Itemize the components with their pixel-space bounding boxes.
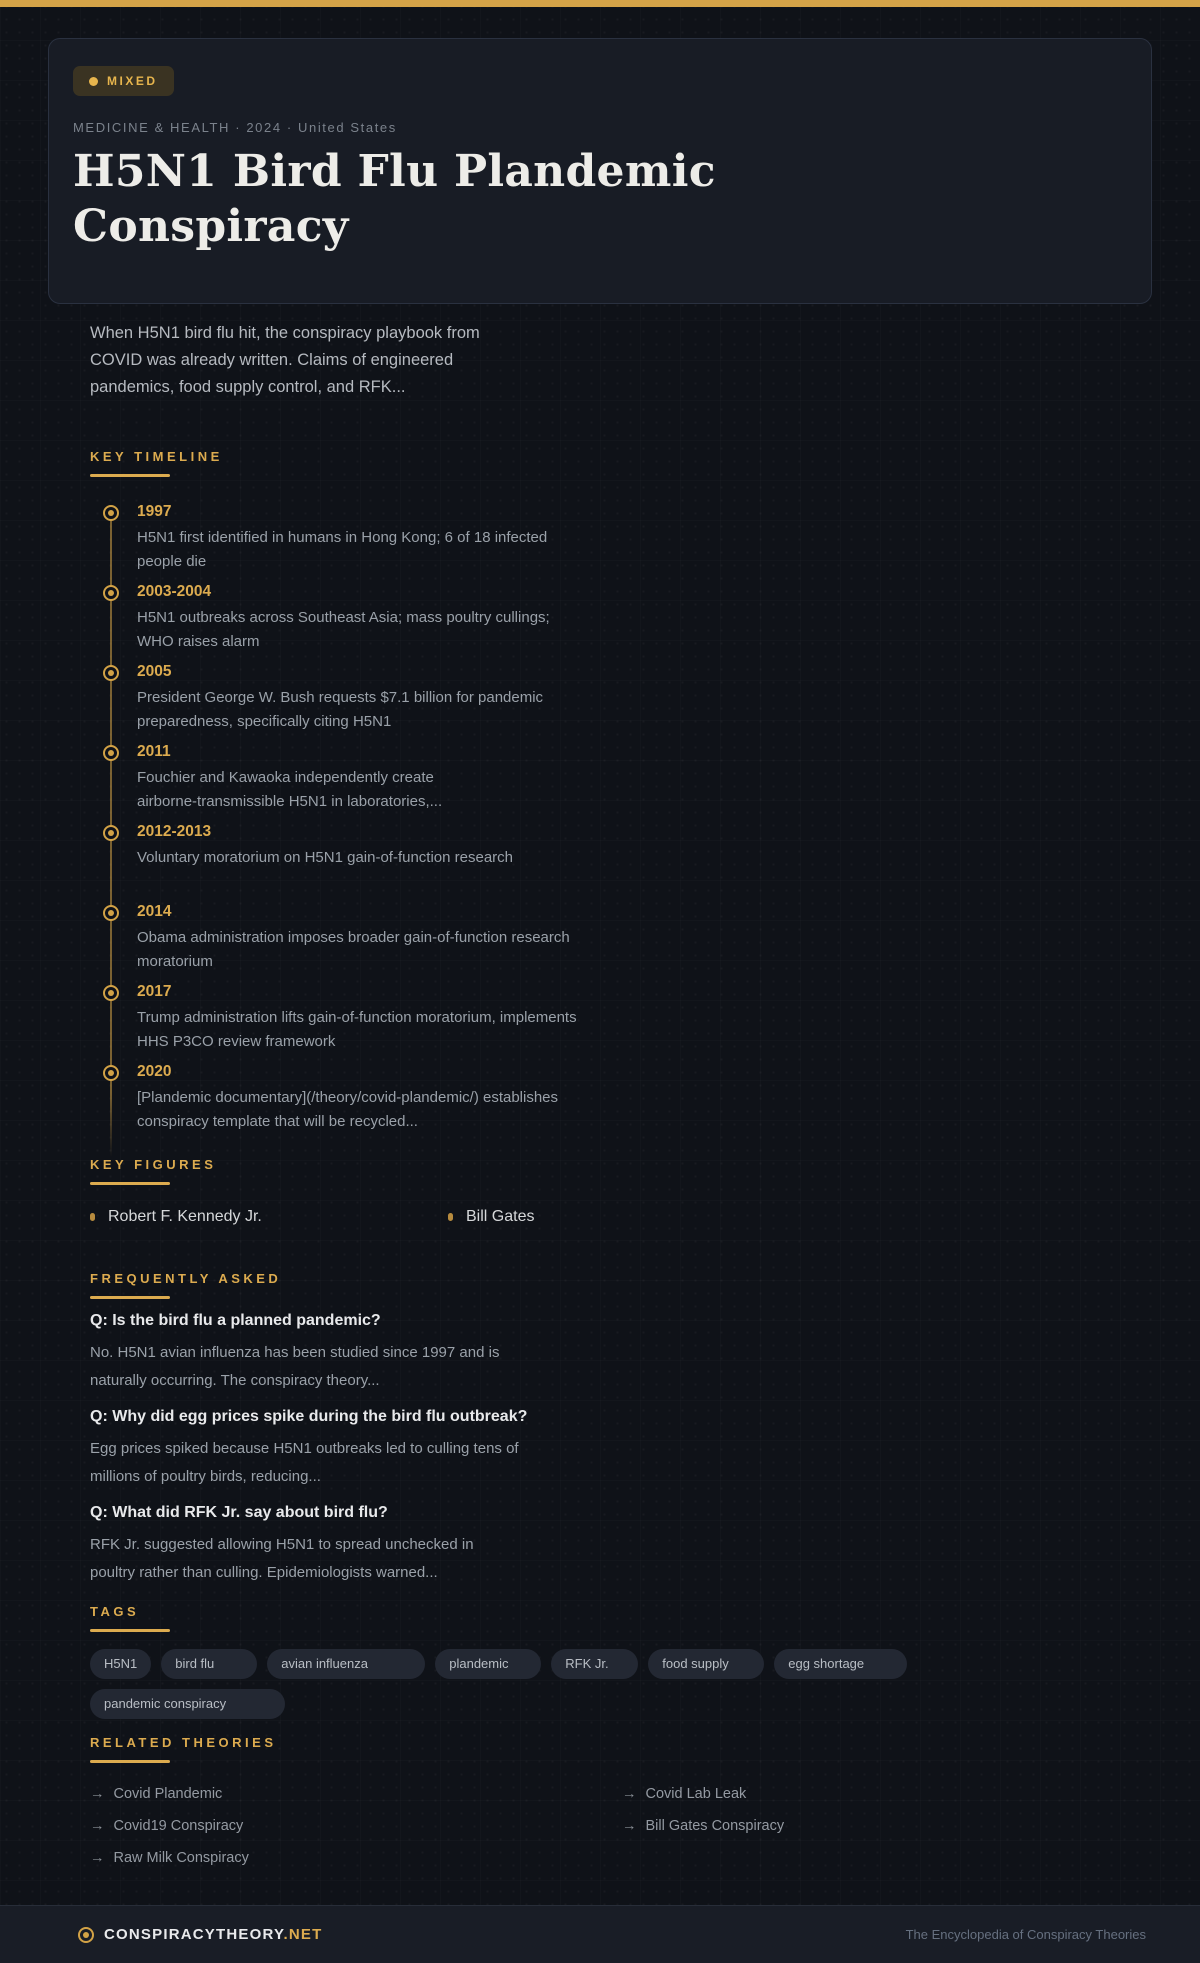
timeline-year: 2012-2013: [137, 822, 212, 840]
section-tags: [90, 1604, 1152, 1719]
status-badge-label: MIXED: [107, 74, 158, 88]
figure-item: [448, 1207, 806, 1227]
faq-item: [90, 1503, 1152, 1587]
heading-underline: [90, 1182, 170, 1185]
header-card: [48, 38, 1152, 304]
timeline-item: [110, 663, 1152, 743]
eye-icon: [78, 1927, 94, 1943]
section-related-theories: [90, 1735, 1152, 1868]
bullet-icon: [448, 1213, 453, 1221]
figures-list: [90, 1207, 1152, 1227]
arrow-icon: →: [90, 1817, 105, 1834]
figure-item: [90, 1207, 448, 1227]
status-dot-icon: [89, 77, 98, 86]
tag-pill[interactable]: bird flu: [161, 1649, 257, 1679]
related-theory-link[interactable]: [90, 1784, 622, 1804]
timeline-year: 2011: [137, 742, 171, 760]
tag-pill[interactable]: H5N1: [90, 1649, 151, 1679]
timeline-year: 2003-2004: [137, 582, 212, 600]
faq-answer: RFK Jr. suggested allowing H5N1 to spread unchecked in poultry rather than culling. Epidemiologists warned...: [90, 1535, 474, 1581]
faq-question: Q: Is the bird flu a planned pandemic?: [90, 1311, 381, 1329]
timeline-item: [110, 1063, 1152, 1143]
timeline-text: H5N1 first identified in humans in Hong Kong; 6 of 18 infected people die: [137, 528, 548, 570]
tags-list: [90, 1649, 950, 1719]
heading-underline: [90, 1760, 170, 1763]
related-theory-link[interactable]: [622, 1816, 1152, 1836]
timeline-item: [110, 503, 1152, 583]
arrow-icon: →: [90, 1849, 105, 1866]
timeline-text: Obama administration imposes broader gain-of-function research moratorium: [137, 928, 570, 970]
figure-name: Robert F. Kennedy Jr.: [108, 1207, 262, 1225]
related-theory-label: Covid Plandemic: [113, 1785, 223, 1802]
tag-pill[interactable]: RFK Jr.: [551, 1649, 638, 1679]
heading-underline: [90, 1629, 170, 1632]
figures-heading: KEY FIGURES: [90, 1156, 217, 1172]
section-key-figures: [90, 1157, 1152, 1227]
heading-underline: [90, 1296, 170, 1299]
tag-pill[interactable]: plandemic: [435, 1649, 541, 1679]
tag-pill[interactable]: food supply: [648, 1649, 764, 1679]
figure-name: Bill Gates: [466, 1207, 535, 1225]
footer-tagline: The Encyclopedia of Conspiracy Theories: [905, 1927, 1146, 1942]
tag-pill[interactable]: egg shortage: [774, 1649, 907, 1679]
tag-pill[interactable]: avian influenza: [267, 1649, 425, 1679]
faq-list: [90, 1311, 1152, 1587]
timeline-year: 2014: [137, 902, 172, 920]
timeline-marker-icon: [103, 905, 119, 921]
faq-answer: No. H5N1 avian influenza has been studied since 1997 and is naturally occurring. The conspiracy theory...: [90, 1343, 500, 1389]
status-badge: [73, 66, 174, 96]
related-theory-label: Covid19 Conspiracy: [113, 1817, 244, 1834]
faq-question: Q: What did RFK Jr. say about bird flu?: [90, 1503, 388, 1521]
timeline-text: President George W. Bush requests $7.1 billion for pandemic preparedness, specifically citing H5N1: [137, 688, 544, 730]
timeline-year: 1997: [137, 502, 172, 520]
arrow-icon: →: [622, 1817, 637, 1834]
timeline-item: [110, 823, 1152, 903]
timeline-marker-icon: [103, 665, 119, 681]
brand-name: CONSPIRACYTHEORY: [104, 1925, 284, 1943]
faq-heading: FREQUENTLY ASKED: [90, 1270, 282, 1286]
timeline-item: [110, 583, 1152, 663]
tag-pill[interactable]: pandemic conspiracy: [90, 1689, 285, 1719]
tags-heading: TAGS: [90, 1603, 140, 1619]
timeline-item: [110, 743, 1152, 823]
timeline-marker-icon: [103, 585, 119, 601]
footer: [0, 1905, 1200, 1963]
timeline-marker-icon: [103, 1065, 119, 1081]
timeline-year: 2017: [137, 982, 172, 1000]
timeline-text: [Plandemic documentary](/theory/covid-plandemic/) establishes conspiracy template that will be recycled...: [137, 1088, 559, 1130]
timeline-heading: KEY TIMELINE: [90, 448, 223, 464]
timeline-list: [110, 503, 1152, 1143]
timeline-marker-icon: [103, 825, 119, 841]
brand-logo-link[interactable]: [78, 1926, 322, 1944]
arrow-icon: →: [90, 1785, 105, 1802]
timeline-year: 2020: [137, 1062, 172, 1080]
related-heading: RELATED THEORIES: [90, 1734, 277, 1750]
timeline-item: [110, 983, 1152, 1063]
related-theory-link[interactable]: [90, 1816, 622, 1836]
brand-tld: .NET: [283, 1925, 323, 1943]
arrow-icon: →: [622, 1785, 637, 1802]
timeline-text: H5N1 outbreaks across Southeast Asia; mass poultry cullings; WHO raises alarm: [137, 608, 550, 650]
related-theory-link[interactable]: [622, 1784, 1152, 1804]
faq-item: [90, 1407, 1152, 1491]
top-accent-bar: [0, 0, 1200, 7]
timeline-marker-icon: [103, 505, 119, 521]
main-content: [48, 304, 1152, 1868]
related-list: [90, 1784, 1152, 1868]
bullet-icon: [90, 1213, 95, 1221]
related-theory-label: Bill Gates Conspiracy: [645, 1817, 785, 1834]
related-theory-link[interactable]: [90, 1848, 622, 1868]
page-title: H5N1 Bird Flu Plandemic Conspiracy: [73, 146, 716, 253]
timeline-year: 2005: [137, 662, 172, 680]
heading-underline: [90, 474, 170, 477]
timeline-marker-icon: [103, 745, 119, 761]
timeline-item: [110, 903, 1152, 983]
faq-question: Q: Why did egg prices spike during the bird flu outbreak?: [90, 1407, 528, 1425]
related-theory-label: Raw Milk Conspiracy: [113, 1849, 249, 1866]
timeline-text: Trump administration lifts gain-of-function moratorium, implements HHS P3CO review framework: [137, 1008, 577, 1050]
timeline-text: Fouchier and Kawaoka independently create airborne-⁠transmissible H5N1 in laboratories,...: [137, 768, 443, 810]
section-faq: [90, 1271, 1152, 1587]
timeline-text: Voluntary moratorium on H5N1 gain-of-function research: [137, 848, 514, 866]
faq-item: [90, 1311, 1152, 1395]
section-key-timeline: [90, 449, 1152, 1143]
intro-text: When H5N1 bird flu hit, the conspiracy playbook from COVID was already written. Claims of engineered pandemics, food supply control, and RFK...: [90, 323, 480, 396]
article-meta: MEDICINE & HEALTH · 2024 · United States: [73, 120, 397, 135]
timeline-marker-icon: [103, 985, 119, 1001]
faq-answer: Egg prices spiked because H5N1 outbreaks led to culling tens of millions of poultry birds, reducing...: [90, 1439, 519, 1485]
related-theory-label: Covid Lab Leak: [645, 1785, 747, 1802]
